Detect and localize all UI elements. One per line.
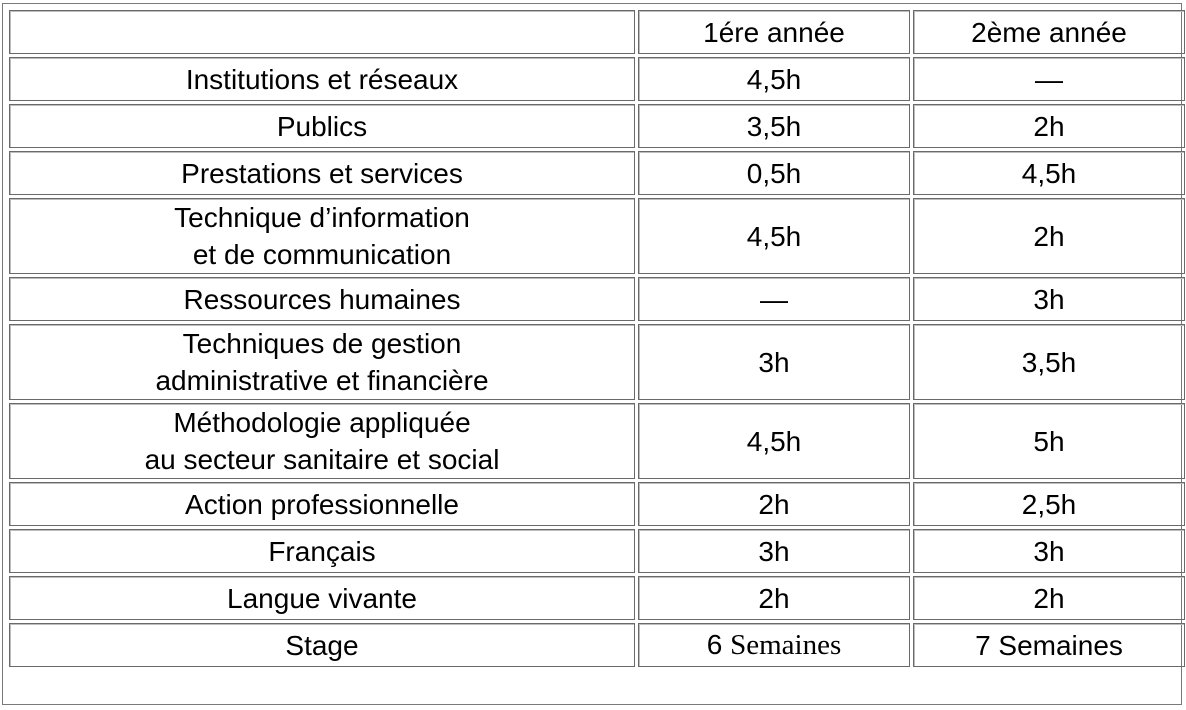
table-row: [9, 198, 1185, 274]
year2-hours-cell: 3h: [913, 529, 1185, 573]
table-row: [9, 324, 1185, 400]
year2-hours-cell: 2,5h: [913, 482, 1185, 526]
year2-hours-cell: 2h: [913, 104, 1185, 148]
subject-cell: Technique d’information et de communication: [9, 198, 635, 274]
subject-cell: Français: [9, 529, 635, 573]
table-row: [9, 529, 1185, 573]
year1-hours-cell: 2h: [638, 482, 910, 526]
header-cell-year1: 1ére année: [638, 10, 910, 54]
subject-cell: Techniques de gestion administrative et financière: [9, 324, 635, 400]
subject-cell: Prestations et services: [9, 151, 635, 195]
year2-hours-cell: 5h: [913, 403, 1185, 479]
header-cell-year2: 2ème année: [913, 10, 1185, 54]
schedule-table: [6, 7, 1186, 670]
year2-hours-cell: 2h: [913, 576, 1185, 620]
table-row: [9, 151, 1185, 195]
year1-hours-cell: 3h: [638, 529, 910, 573]
table-row: [9, 623, 1185, 667]
table-header-row: [9, 10, 1185, 54]
table-row: [9, 277, 1185, 321]
subject-cell: Institutions et réseaux: [9, 57, 635, 101]
year1-stage-number: 6: [706, 629, 723, 660]
table-row: [9, 104, 1185, 148]
year1-hours-cell: 4,5h: [638, 403, 910, 479]
subject-cell: Langue vivante: [9, 576, 635, 620]
year1-stage-cell: [638, 623, 910, 667]
year1-hours-cell: 4,5h: [638, 198, 910, 274]
table-row: [9, 403, 1185, 479]
year1-hours-cell: 4,5h: [638, 57, 910, 101]
subject-cell: Stage: [9, 623, 635, 667]
year1-hours-cell: —: [638, 277, 910, 321]
year2-hours-cell: 3h: [913, 277, 1185, 321]
subject-cell: Action professionnelle: [9, 482, 635, 526]
year2-stage-cell: 7 Semaines: [913, 623, 1185, 667]
table-row: [9, 482, 1185, 526]
year2-hours-cell: 4,5h: [913, 151, 1185, 195]
table-row: [9, 57, 1185, 101]
year1-hours-cell: 3,5h: [638, 104, 910, 148]
header-cell-empty: [9, 10, 635, 54]
subject-cell: Méthodologie appliquée au secteur sanitaire et social: [9, 403, 635, 479]
year1-hours-cell: 0,5h: [638, 151, 910, 195]
year2-hours-cell: —: [913, 57, 1185, 101]
year1-hours-cell: 3h: [638, 324, 910, 400]
table-frame: [2, 3, 1182, 705]
year1-stage-unit: Semaines: [730, 629, 842, 661]
table-row: [9, 576, 1185, 620]
year2-hours-cell: 2h: [913, 198, 1185, 274]
subject-cell: Ressources humaines: [9, 277, 635, 321]
year1-hours-cell: 2h: [638, 576, 910, 620]
subject-cell: Publics: [9, 104, 635, 148]
year2-hours-cell: 3,5h: [913, 324, 1185, 400]
